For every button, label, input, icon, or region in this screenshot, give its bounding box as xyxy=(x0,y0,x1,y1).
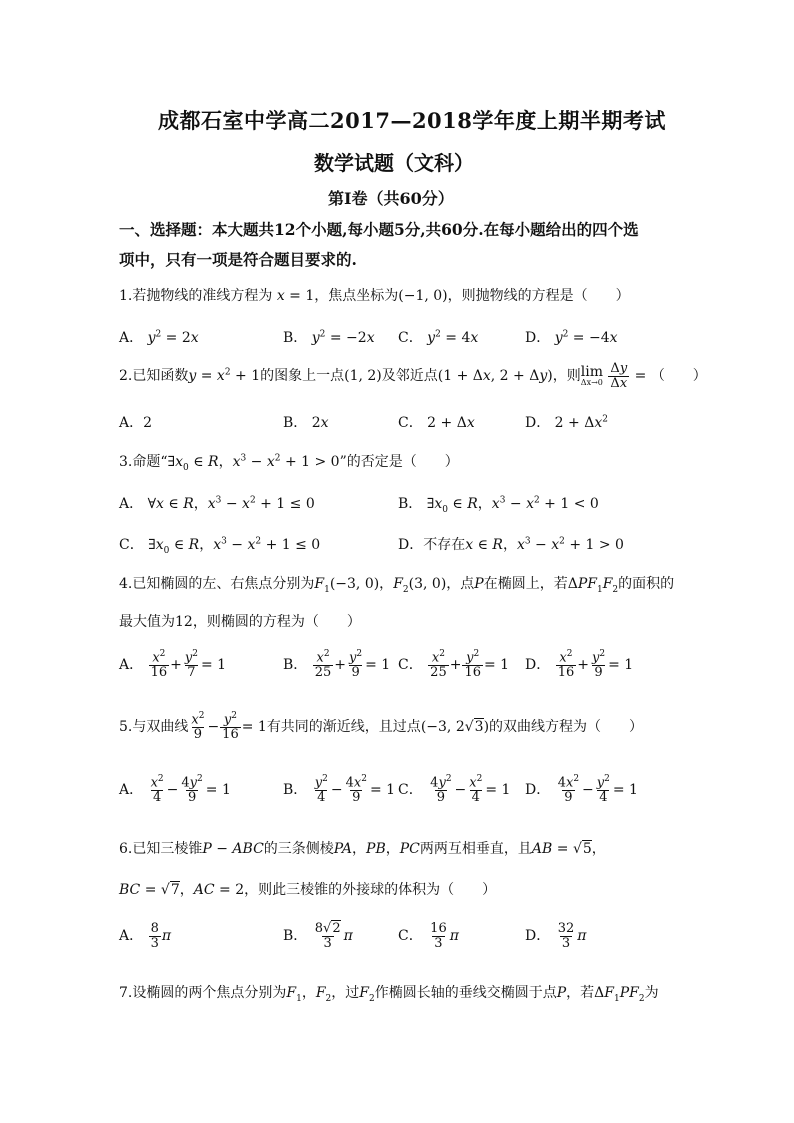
q6-option-c[interactable]: C． $\frac{16}{3}$ π xyxy=(398,921,459,951)
q4-option-c[interactable]: C． $\frac{x^2}{25}$ + $\frac{y^2}{16}$ = 1 xyxy=(398,649,510,680)
q1-option-d[interactable]: D． $y^2 = -4x$ xyxy=(525,329,618,346)
q2-option-a[interactable]: A．2 xyxy=(119,415,153,431)
question-2: 2.已知函数$y = x^2 + 1$的图象上一点(1, 2)及邻近点(1 + Δx, 2 + Δy)，则 lim Δx→0 $\frac{\Delta y}{\Delta x}$ = （ ） xyxy=(119,361,707,391)
question-4-line2: 最大值为12，则椭圆的方程为（ ） xyxy=(119,614,361,630)
q4-option-b[interactable]: B． $\frac{x^2}{25}$ + $\frac{y^2}{9}$ = 1 xyxy=(283,649,391,680)
q6-option-a[interactable]: A． $\frac{8}{3}$ π xyxy=(119,921,172,951)
q3-option-b[interactable]: B． $\exists x_0$ ∈ R，$x^3 - x^2 + 1 < 0$ xyxy=(398,495,599,515)
q2-option-d[interactable]: D． $2 + \Delta x^2$ xyxy=(525,414,608,431)
section-instructions-line2: 项中，只有一项是符合题目要求的. xyxy=(119,250,357,269)
q3-option-c[interactable]: C． $\exists x_0$ ∈ R，$x^3 - x^2 + 1 \le 0$ xyxy=(119,536,321,556)
question-4-line1: 4.已知椭圆的左、右焦点分别为$F_1(-3$, 0)，$F_2(3$, 0)，点P在椭圆上，若$\Delta PF_1F_2$的面积的 xyxy=(119,576,675,595)
section-instructions-line1: 一、选择题：本大题共12个小题,每小题5分,共60分.在每小题给出的四个选 xyxy=(119,220,639,239)
q2-option-c[interactable]: C． 2 + Δx xyxy=(398,415,475,431)
q1-option-c[interactable]: C． $y^2 = 4x$ xyxy=(398,329,479,346)
question-7: 7.设椭圆的两个焦点分别为$F_1$，$F_2$，过$F_2$作椭圆长轴的垂线交椭圆于点P，若$\Delta F_1PF_2$为 xyxy=(119,985,659,1004)
question-6-line2: BC = √7，AC = 2，则此三棱锥的外接球的体积为（ ） xyxy=(119,882,497,898)
q6-option-b[interactable]: B． $\frac{8√2}{3}$ π xyxy=(283,921,353,951)
question-6-line1: 6.已知三棱锥P − ABC的三条侧棱PA，PB，PC两两互相垂直，且AB = √5， xyxy=(119,841,606,857)
question-3: 3.命题“$\exists x_0$ ∈ R，$x^3 - x^2 + 1 > 0$”的否定是（ ） xyxy=(119,453,459,473)
part-heading: 第Ⅰ卷（共60分） xyxy=(328,189,454,208)
question-1: 1.若抛物线的准线方程为 x = 1，焦点坐标为(−1, 0)，则抛物线的方程是（ ） xyxy=(119,288,630,304)
q4-option-d[interactable]: D． $\frac{x^2}{16}$ + $\frac{y^2}{9}$ = 1 xyxy=(525,649,634,680)
q2-option-b[interactable]: B． 2x xyxy=(283,415,329,431)
q3-option-d[interactable]: D．不存在x ∈ R，$x^3 - x^2 + 1 > 0$ xyxy=(398,536,624,553)
q5-option-b[interactable]: B． $\frac{y^2}{4}$ − $\frac{4x^2}{9}$ = 1 xyxy=(283,774,396,805)
q4-option-a[interactable]: A． $\frac{x^2}{16}$ + $\frac{y^2}{7}$ = 1 xyxy=(119,649,227,680)
q5-option-c[interactable]: C． $\frac{4y^2}{9}$ − $\frac{x^2}{4}$ = 1 xyxy=(398,774,511,805)
q1-option-a[interactable]: A． $y^2 = 2x$ xyxy=(119,329,199,346)
q3-option-a[interactable]: A． ∀x ∈ R，$x^3 - x^2 + 1 \le 0$ xyxy=(119,495,315,512)
page-subtitle: 数学试题（文科） xyxy=(314,151,474,175)
q5-option-a[interactable]: A． $\frac{x^2}{4}$ − $\frac{4y^2}{9}$ = 1 xyxy=(119,774,231,805)
page-title: 成都石室中学高二2017—2018学年度上期半期考试 xyxy=(158,108,666,133)
q1-option-b[interactable]: B． $y^2 = -2x$ xyxy=(283,329,375,346)
q5-option-d[interactable]: D． $\frac{4x^2}{9}$ − $\frac{y^2}{4}$ = 1 xyxy=(525,774,638,805)
question-5: 5.与双曲线 $\frac{x^2}{9}$ − $\frac{y^2}{16}$ = 1有共同的渐近线，且过点(−3, 2√3)的双曲线方程为（ ） xyxy=(119,711,644,742)
q6-option-d[interactable]: D． $\frac{32}{3}$ π xyxy=(525,921,587,951)
